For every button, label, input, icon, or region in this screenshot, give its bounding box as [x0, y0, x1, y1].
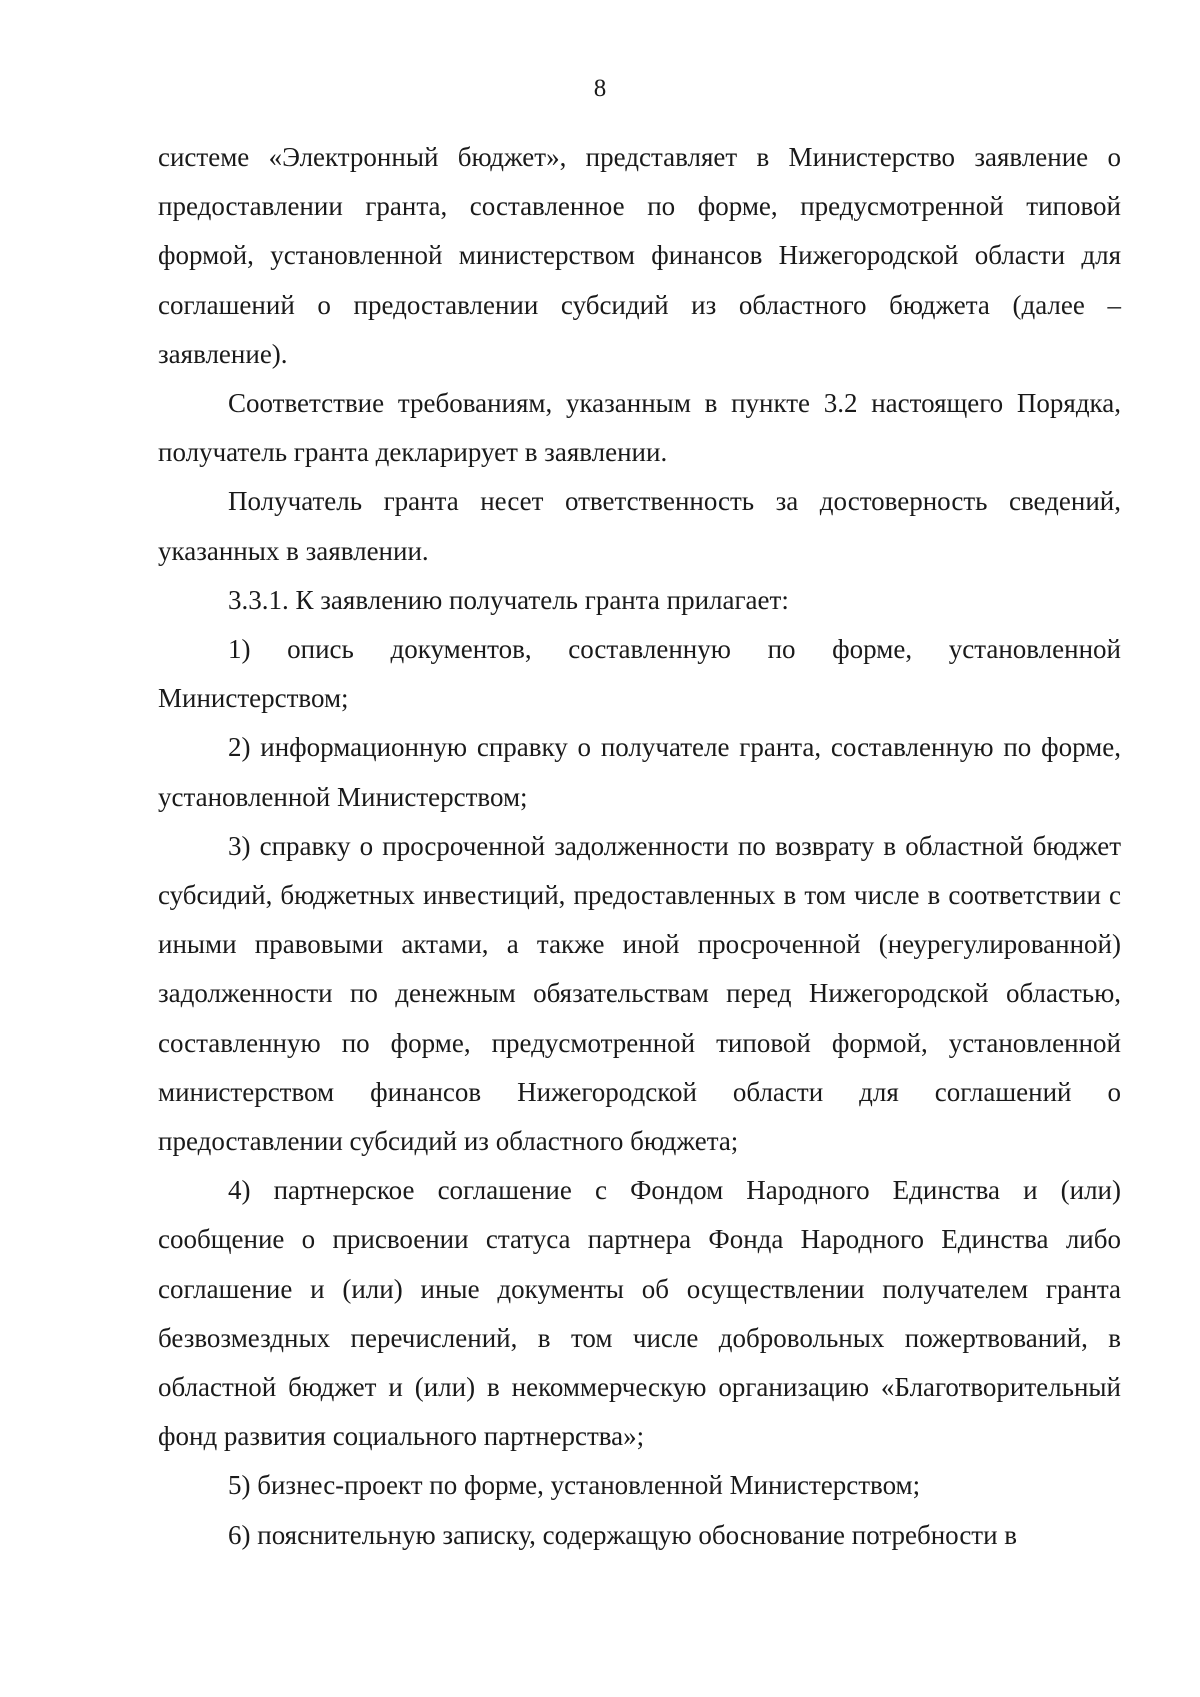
list-item-1: 1) опись документов, составленную по форме, установленной Министерством;: [158, 634, 1121, 714]
list-item-6: 6) пояснительную записку, содержащую обоснование потребности в: [228, 1519, 1018, 1550]
paragraph-continuation: системе «Электронный бюджет», представляет в Министерство заявление о предоставлении гранта, составленное по форме, предусмотренной типовой формой, установленной министерством финансов Нижегородской области для соглашений о предоставлении субсидий из областного бюджета (далее – заявление).: [158, 142, 1121, 369]
document-body: [158, 133, 1121, 1560]
paragraph-clause-3-3-1: 3.3.1. К заявлению получатель гранта прилагает:: [228, 584, 789, 615]
list-item-5: 5) бизнес-проект по форме, установленной Министерством;: [228, 1470, 921, 1501]
paragraph-responsibility: Получатель гранта несет ответственность за достоверность сведений, указанных в заявлении.: [158, 486, 1121, 566]
list-item-2: 2) информационную справку о получателе гранта, составленную по форме, установленной Министерством;: [158, 732, 1121, 812]
list-item-3: 3) справку о просроченной задолженности по возврату в областной бюджет субсидий, бюджетных инвестиций, предоставленных в том числе в соответствии с иными правовыми актами, а также иной просроченной (неурегулированной) задолженности по денежным обязательствам перед Нижегородской областью, составленную по форме, предусмотренной типовой формой, установленной министерством финансов Нижегородской области для соглашений о предоставлении субсидий из областного бюджета;: [158, 830, 1121, 1157]
list-item-4: 4) партнерское соглашение с Фондом Народного Единства и (или) сообщение о присвоении статуса партнера Фонда Народного Единства либо соглашение и (или) иные документы об осуществлении получателем гранта безвозмездных перечислений, в том числе добровольных пожертвований, в областной бюджет и (или) в некоммерческую организацию «Благотворительный фонд развития социального партнерства»;: [158, 1175, 1121, 1452]
page-number: 8: [593, 75, 607, 102]
paragraph-compliance-declaration: Соответствие требованиям, указанным в пункте 3.2 настоящего Порядка, получатель гранта декларирует в заявлении.: [158, 388, 1121, 468]
